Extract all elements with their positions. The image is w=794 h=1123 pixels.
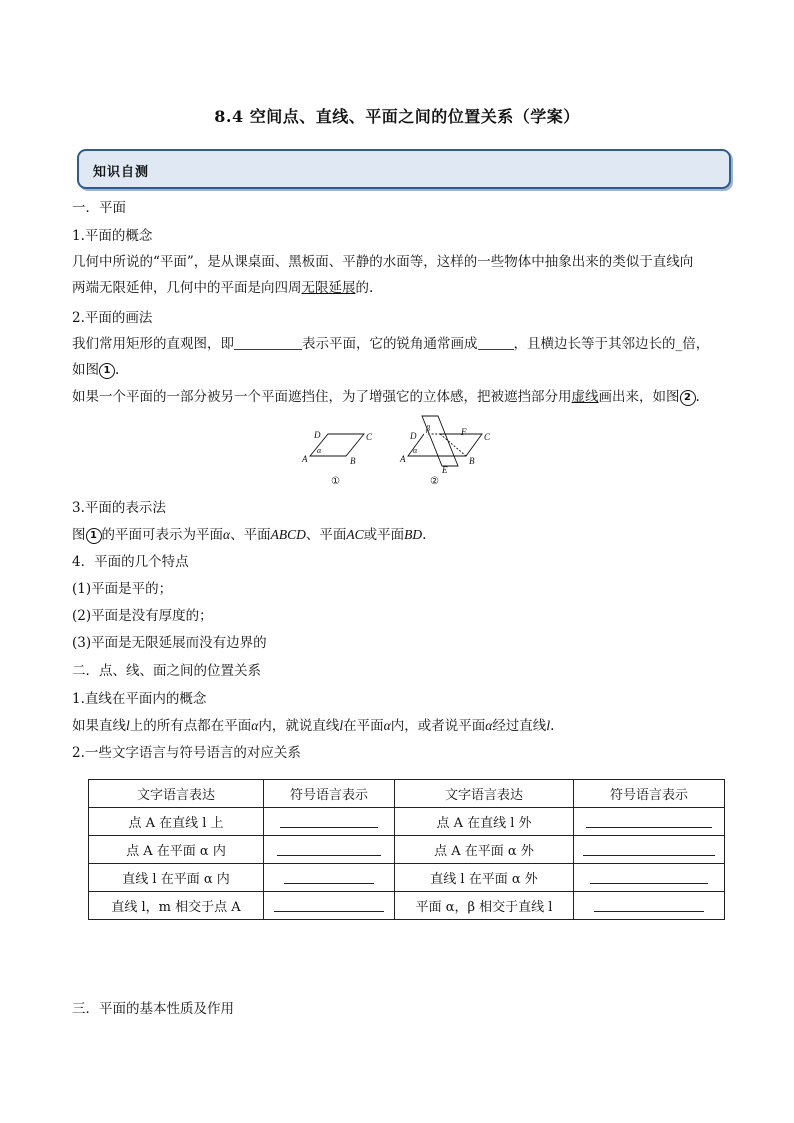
section-banner: [77, 149, 731, 189]
svg-text:B: B: [469, 456, 475, 466]
svg-text:B: B: [350, 456, 356, 466]
drawing-title: 2.平面的画法: [72, 310, 153, 326]
svg-text:α: α: [413, 446, 418, 455]
answer-blank: [274, 898, 384, 912]
feature-2: (2)平面是没有厚度的；: [72, 608, 213, 624]
table-row: 直线 l，m 相交于点 A 平面 α，β 相交于直线 l: [89, 892, 725, 920]
notation-title: 3.平面的表示法: [72, 500, 166, 516]
fill-blank: [234, 335, 302, 350]
feature-1: (1)平面是平的；: [72, 581, 173, 597]
svg-text:D: D: [410, 431, 417, 441]
section-heading-relations: 二．点、线、面之间的位置关系: [72, 663, 261, 679]
concept-text-line2: 两端无限延伸，几何中的平面是向四周无限延展的.: [72, 280, 374, 296]
line-in-plane-text: 如果直线l上的所有点都在平面α内，就说直线l在平面α内，或者说平面α经过直线l.: [72, 718, 555, 734]
svg-text:C: C: [484, 432, 491, 442]
figure-caption-2: ②: [430, 476, 439, 487]
answer-blank: [277, 842, 381, 856]
concept-title: 1.平面的概念: [72, 228, 153, 244]
drawing-text-line3: 如果一个平面的一部分被另一个平面遮挡住，为了增强它的立体感，把被遮挡部分用虚线画出来，如图 2 .: [72, 389, 700, 405]
svg-text:A: A: [400, 454, 406, 464]
answer-blank: [590, 870, 708, 884]
answer-blank: [586, 814, 712, 828]
drawing-text-line1: 我们常用矩形的直观图，即 表示平面，它的锐角通常画成 ，且横边长等于其邻边长的_倍，: [72, 336, 710, 352]
fill-blank: [478, 335, 514, 350]
answer-blank: [583, 842, 715, 856]
figure-ref: 2: [680, 390, 696, 406]
svg-text:F: F: [461, 427, 467, 437]
svg-text:β: β: [426, 424, 430, 433]
svg-text:α: α: [317, 446, 322, 455]
features-title: 4．平面的几个特点: [72, 554, 189, 570]
banner-label: 知识自测: [93, 165, 150, 180]
answer-blank: [594, 898, 704, 912]
feature-3: (3)平面是无限延展而没有边界的: [72, 635, 267, 651]
svg-text:A: A: [302, 454, 308, 464]
correspondence-title: 2.一些文字语言与符号语言的对应关系: [72, 745, 301, 761]
section-heading-plane: 一．平面: [72, 200, 126, 216]
figure-caption-1: ①: [331, 476, 340, 487]
table-row: 直线 l 在平面 α 内 直线 l 在平面 α 外: [89, 864, 725, 892]
answer-blank: [280, 814, 378, 828]
svg-text:C: C: [366, 432, 373, 442]
language-correspondence-table: [88, 779, 725, 920]
drawing-text-line2: 如图 1 .: [72, 362, 120, 378]
notation-text: 图 1 的平面可表示为平面α、平面ABCD、平面AC或平面BD.: [72, 527, 427, 543]
table-row: 点 A 在平面 α 内 点 A 在平面 α 外: [89, 836, 725, 864]
table-row: 点 A 在直线 l 上 点 A 在直线 l 外: [89, 808, 725, 836]
line-in-plane-title: 1.直线在平面内的概念: [72, 691, 207, 707]
section-heading-properties: 三．平面的基本性质及作用: [72, 1001, 234, 1017]
figure-ref: 1: [86, 528, 102, 544]
concept-text-line1: 几何中所说的“平面”，是从课桌面、黑板面、平静的水面等，这样的一些物体中抽象出来的类似于直线向: [72, 254, 694, 270]
svg-text:E: E: [442, 465, 448, 475]
table-header-row: 文字语言表达 符号语言表示 文字语言表达 符号语言表示: [89, 780, 725, 808]
figure-ref: 1: [99, 363, 115, 379]
answer-blank: [284, 870, 374, 884]
plane-alpha: [408, 434, 482, 456]
plane-figures: [290, 412, 510, 490]
svg-text:D: D: [314, 430, 321, 440]
page-title: 8.4 空间点、直线、平面之间的位置关系（学案）: [214, 107, 580, 126]
